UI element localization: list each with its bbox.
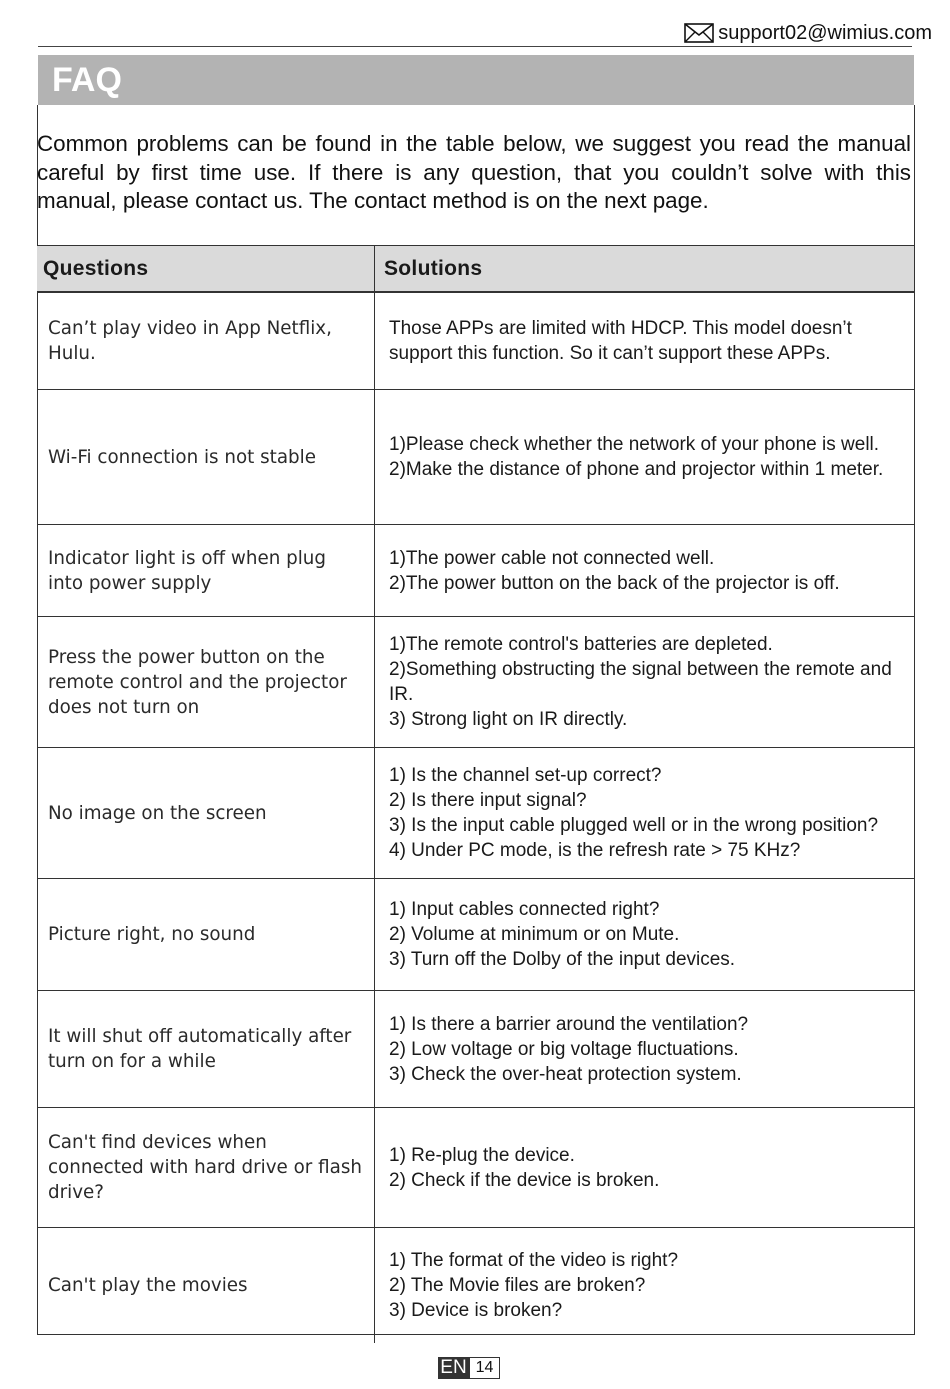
- solution-line: 2) Check if the device is broken.: [389, 1169, 660, 1191]
- solution-cell: [375, 1108, 914, 1227]
- header-divider: [38, 46, 912, 47]
- solution-line: 1) Re-plug the device.: [389, 1144, 575, 1166]
- question-text: Wi-Fi connection is not stable: [48, 446, 316, 468]
- table-row: [37, 1227, 914, 1343]
- section-banner: [38, 55, 914, 105]
- solution-list: [375, 1248, 684, 1323]
- table-row: [37, 293, 914, 389]
- question-cell: [37, 1108, 375, 1227]
- solution-cell: [375, 748, 914, 878]
- solution-line: 1) Is the channel set-up correct?: [389, 765, 662, 786]
- question-cell: [37, 748, 375, 878]
- header-questions: Questions: [43, 256, 149, 280]
- solution-line: 1)Please check whether the network of your phone is well.: [389, 434, 880, 455]
- question-cell: [37, 617, 375, 747]
- page-footer: [438, 1357, 500, 1379]
- question-cell: [37, 991, 375, 1107]
- question-cell: [37, 390, 375, 524]
- page-number: 14: [469, 1357, 500, 1379]
- solution-list: [375, 316, 914, 366]
- question-text: No image on the screen: [48, 802, 267, 824]
- solution-line: 3) Is the input cable plugged well or in the wrong position?: [389, 815, 879, 836]
- solution-line: 1)The power cable not connected well.: [389, 547, 715, 569]
- solution-line: 2) Volume at minimum or on Mute.: [389, 924, 680, 945]
- solution-cell: [375, 879, 914, 990]
- solution-list: [375, 546, 846, 596]
- solution-cell: [375, 293, 914, 389]
- solution-list: [375, 897, 741, 972]
- question-text: Picture right, no sound: [48, 924, 256, 945]
- solution-line: 2)Make the distance of phone and projector within 1 meter.: [389, 459, 884, 480]
- page-title: FAQ: [52, 61, 122, 99]
- table-row: [37, 389, 914, 524]
- solution-line: Those APPs are limited with HDCP. This model doesn’t support this function. So it can’t support these APPs.: [389, 318, 852, 364]
- solution-cell: [375, 525, 914, 616]
- table-row: [37, 990, 914, 1107]
- envelope-icon: [684, 23, 714, 43]
- solution-cell: [375, 991, 914, 1107]
- solution-cell: [375, 1228, 914, 1343]
- header-solutions: Solutions: [384, 256, 483, 280]
- solution-list: [375, 632, 914, 732]
- intro-paragraph: Common problems can be found in the table below, we suggest you read the manual careful by first time use. If there is any question, that you couldn’t solve with this manual, please contact us. The contact method is on the next page.: [37, 131, 911, 213]
- question-text: Can't find devices when connected with hard drive or flash drive?: [48, 1132, 362, 1203]
- solution-line: 3) Strong light on IR directly.: [389, 709, 628, 730]
- question-text: Can’t play video in App Netflix, Hulu.: [48, 318, 332, 364]
- solution-list: [375, 1012, 754, 1087]
- email-text: support02@wimius.com: [718, 21, 932, 44]
- language-badge: EN: [438, 1357, 469, 1379]
- solution-cell: [375, 617, 914, 747]
- header-solutions-cell: [375, 246, 914, 291]
- solution-line: 2) Low voltage or big voltage fluctuations.: [389, 1038, 739, 1060]
- question-cell: [37, 879, 375, 990]
- solution-line: 3) Device is broken?: [389, 1300, 563, 1321]
- faq-table: [37, 245, 914, 1343]
- table-row: [37, 1107, 914, 1227]
- solution-list: [375, 1143, 665, 1193]
- solution-list: [375, 432, 889, 482]
- table-row: [37, 747, 914, 878]
- question-text: It will shut off automatically after turn on for a while: [48, 1026, 352, 1072]
- solution-line: 1) The format of the video is right?: [389, 1250, 679, 1271]
- table-row: [37, 616, 914, 747]
- solution-line: 3) Turn off the Dolby of the input devices.: [389, 949, 736, 970]
- table-row: [37, 524, 914, 616]
- solution-line: 2)Something obstructing the signal between the remote and IR.: [389, 659, 892, 705]
- contact-email: [684, 18, 932, 48]
- question-cell: [37, 293, 375, 389]
- solution-line: 2) Is there input signal?: [389, 790, 587, 811]
- header-questions-cell: [37, 246, 375, 291]
- question-text: Indicator light is off when plug into power supply: [48, 547, 326, 594]
- solution-line: 1)The remote control's batteries are depleted.: [389, 634, 773, 655]
- solution-cell: [375, 390, 914, 524]
- solution-line: 1) Is there a barrier around the ventilation?: [389, 1013, 749, 1035]
- table-row: [37, 878, 914, 990]
- solution-line: 1) Input cables connected right?: [389, 899, 660, 920]
- table-header-row: [37, 245, 914, 293]
- solution-line: 3) Check the over-heat protection system.: [389, 1063, 742, 1085]
- solution-line: 2) The Movie files are broken?: [389, 1275, 646, 1296]
- solution-line: 2)The power button on the back of the projector is off.: [389, 572, 840, 594]
- solution-list: [375, 763, 884, 863]
- question-cell: [37, 1228, 375, 1343]
- solution-line: 4) Under PC mode, is the refresh rate > 75 KHz?: [389, 840, 801, 861]
- question-cell: [37, 525, 375, 616]
- question-text: Can't play the movies: [48, 1275, 248, 1296]
- question-text: Press the power button on the remote control and the projector does not turn on: [48, 646, 347, 718]
